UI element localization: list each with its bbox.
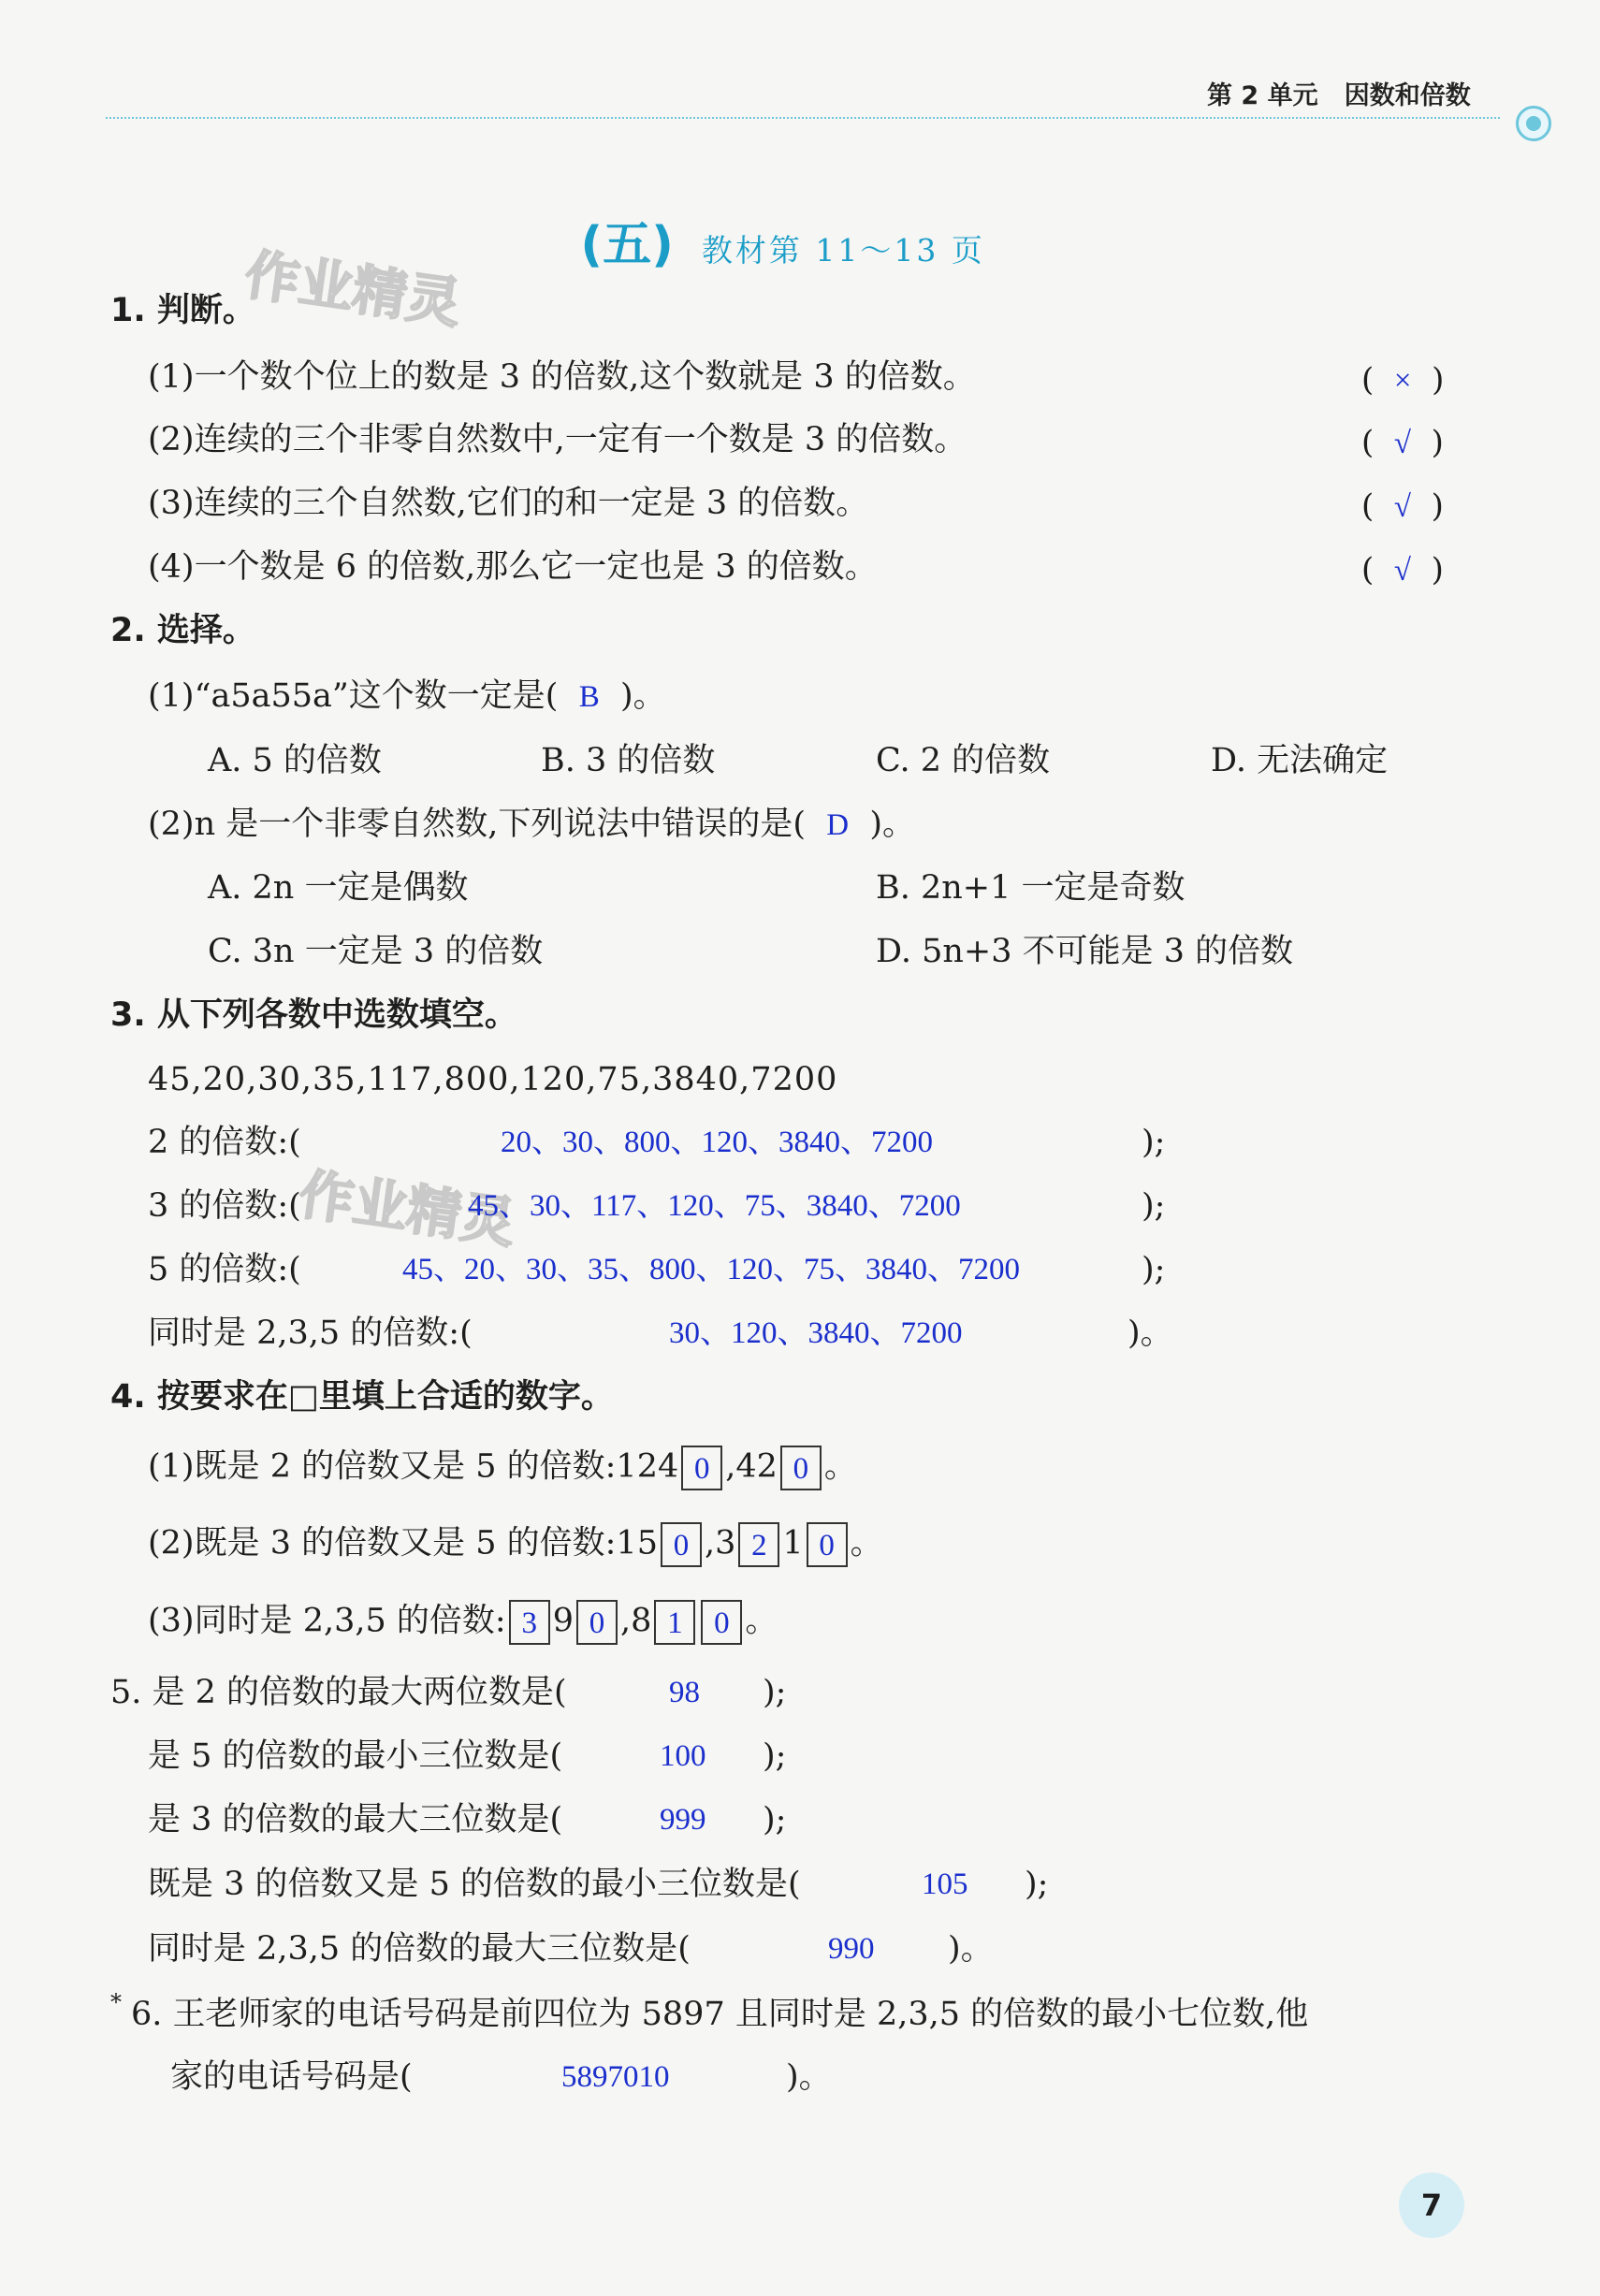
answer-box: 1	[654, 1600, 695, 1645]
q2-part1: (1)“a5a55a”这个数一定是( B )。	[148, 677, 666, 715]
q3-close-3: );	[1142, 1187, 1166, 1225]
q6-close: )。	[786, 2058, 832, 2096]
q5-row-5: 同时是 2,3,5 的倍数的最大三位数是(	[148, 1930, 691, 1968]
q1-item-2: (2)连续的三个非零自然数中,一定有一个数是 3 的倍数。	[148, 421, 967, 458]
q5-row-3: 是 3 的倍数的最大三位数是(	[148, 1801, 563, 1838]
answer-box: 0	[701, 1600, 742, 1645]
q1-heading: 1. 判断。	[110, 292, 255, 329]
q1-answer-2: ( √ )	[1361, 424, 1444, 461]
q2-p2-option-a: A. 2n 一定是偶数	[208, 869, 469, 907]
q1-answer-4: ( √ )	[1361, 551, 1444, 589]
q5-answer-1: 98	[669, 1676, 700, 1709]
optional-star: *	[110, 1989, 122, 2015]
q6-answer: 5897010	[561, 2060, 670, 2094]
page-number: 7	[1399, 2172, 1464, 2238]
q2-p2-option-c: C. 3n 一定是 3 的倍数	[208, 933, 544, 970]
q5-close-4: );	[1025, 1866, 1049, 1903]
q5-close-1: );	[763, 1674, 787, 1711]
q1-item-4: (4)一个数是 6 的倍数,那么它一定也是 3 的倍数。	[148, 548, 878, 586]
lesson-pages: 教材第 11～13 页	[701, 232, 985, 269]
q2-p2-option-b: B. 2n+1 一定是奇数	[876, 869, 1185, 907]
q3-row-multiples-of-235: 同时是 2,3,5 的倍数:(	[148, 1315, 473, 1352]
answer-box: 0	[661, 1522, 702, 1567]
q3-number-list: 45,20,30,35,117,800,120,75,3840,7200	[148, 1061, 838, 1098]
q3-close-5: );	[1142, 1251, 1166, 1288]
q6-text-line-1: 6. 王老师家的电话号码是前四位为 5897 且同时是 2,3,5 的倍数的最小七位数,他	[131, 1996, 1309, 2033]
lesson-title	[561, 187, 985, 293]
q5-row-2: 是 5 的倍数的最小三位数是(	[148, 1737, 563, 1775]
q4-part2: (2)既是 3 的倍数又是 5 的倍数:15 0 ,3 2 1 0 。	[148, 1522, 883, 1567]
q3-close-2: );	[1142, 1124, 1166, 1161]
q2-p2-option-d: D. 5n+3 不可能是 3 的倍数	[876, 933, 1294, 970]
q5-close-3: );	[763, 1801, 787, 1838]
q5-close-2: );	[763, 1737, 787, 1775]
q3-row-multiples-of-5: 5 的倍数:(	[148, 1251, 301, 1288]
answer-box: 0	[576, 1600, 618, 1645]
answer-box: 0	[681, 1446, 722, 1490]
lesson-number: (五)	[580, 217, 674, 273]
q5-row-4: 既是 3 的倍数又是 5 的倍数的最小三位数是(	[148, 1866, 801, 1903]
q5-answer-4: 105	[922, 1867, 968, 1901]
q2-part2: (2)n 是一个非零自然数,下列说法中错误的是( D )。	[148, 806, 916, 843]
q1-item-3: (3)连续的三个自然数,它们的和一定是 3 的倍数。	[148, 485, 869, 522]
q3-heading: 3. 从下列各数中选数填空。	[110, 996, 517, 1034]
q2-p1-option-a: A. 5 的倍数	[208, 742, 382, 779]
q3-answer-3: 45、30、117、120、75、3840、7200	[468, 1189, 961, 1223]
header-divider	[106, 117, 1500, 119]
q3-row-multiples-of-2: 2 的倍数:(	[148, 1124, 301, 1161]
q5-answer-5: 990	[828, 1932, 875, 1966]
q2-p1-option-b: B. 3 的倍数	[541, 742, 716, 779]
q1-answer-1: ( × )	[1361, 361, 1445, 399]
q3-answer-2: 20、30、800、120、3840、7200	[501, 1126, 933, 1159]
q5-close-5: )。	[948, 1930, 994, 1968]
q3-answer-5: 45、20、30、35、800、120、75、3840、7200	[402, 1253, 1020, 1286]
q4-part3: (3)同时是 2,3,5 的倍数: 3 9 0 ,8 1 0 。	[148, 1600, 778, 1645]
q2-p1-option-d: D. 无法确定	[1211, 742, 1389, 779]
answer-box: 2	[738, 1522, 779, 1567]
watermark: 作业精灵	[295, 1162, 519, 1256]
q5-answer-3: 999	[660, 1803, 706, 1837]
q5-row-1: 5. 是 2 的倍数的最大两位数是(	[110, 1674, 567, 1711]
q2-heading: 2. 选择。	[110, 612, 255, 649]
answer-box: 3	[509, 1600, 550, 1645]
watermark: 作业精灵	[240, 242, 465, 336]
q1-answer-3: ( √ )	[1361, 487, 1444, 525]
q6-text-line-2: 家的电话号码是(	[170, 2058, 413, 2096]
header-circle-ornament	[1516, 106, 1551, 141]
q3-row-multiples-of-3: 3 的倍数:(	[148, 1187, 301, 1225]
q1-item-1: (1)一个数个位上的数是 3 的倍数,这个数就是 3 的倍数。	[148, 358, 976, 396]
answer-box: 0	[807, 1522, 848, 1567]
q2-p1-option-c: C. 2 的倍数	[876, 742, 1051, 779]
q4-part1: (1)既是 2 的倍数又是 5 的倍数:124 0 ,42 0 。	[148, 1446, 857, 1490]
q3-answer-235: 30、120、3840、7200	[669, 1316, 963, 1350]
unit-header: 第 2 单元 因数和倍数	[1207, 81, 1471, 110]
answer-box: 0	[780, 1446, 822, 1490]
q3-close-235: )。	[1127, 1315, 1173, 1352]
q4-heading: 4. 按要求在□里填上合适的数字。	[110, 1378, 614, 1416]
q5-answer-2: 100	[660, 1739, 706, 1773]
